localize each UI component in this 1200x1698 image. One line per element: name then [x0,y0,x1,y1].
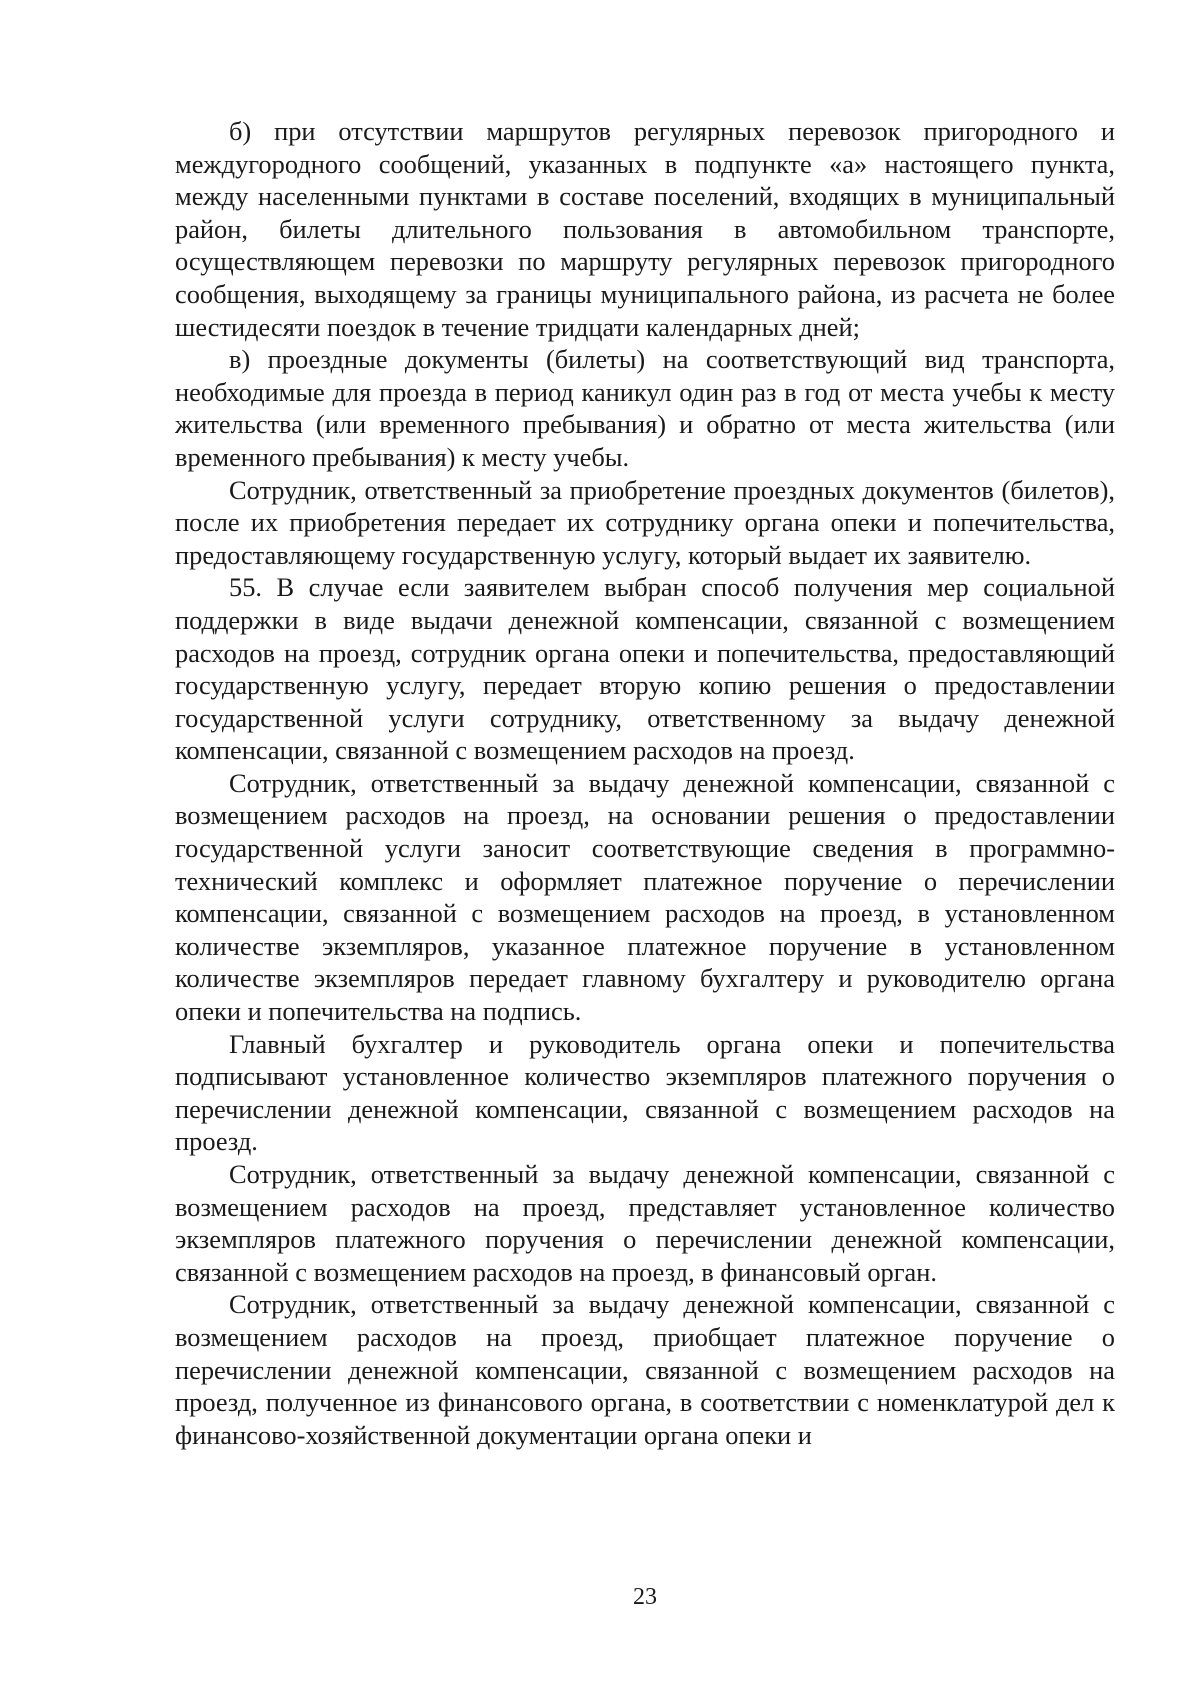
paragraph-v-subpoint: в) проездные документы (билеты) на соответствующий вид транспорта, необходимые для проезда в период каникул один раз в год от места учебы к месту жительства (или временного пребывания) и обратно от места жительства (или временного пребывания) к месту учебы. [175,344,1115,472]
paragraph-b-subpoint: б) при отсутствии маршрутов регулярных перевозок пригородного и междугородного сообщений, указанных в подпункте «а» настоящего пункта, между населенными пунктами в составе поселений, входящих в муниципальный район, билеты длительного пользования в автомобильном транспорте, осуществляющем перевозки по маршруту регулярных перевозок пригородного сообщения, выходящему за границы муниципального района, из расчета не более шестидесяти поездок в течение тридцати календарных дней; [175,116,1115,342]
paragraph-55: 55. В случае если заявителем выбран способ получения мер социальной поддержки в виде выдачи денежной компенсации, связанной с возмещением расходов на проезд, сотрудник органа опеки и попечительства, предоставляющий государственную услугу, передает вторую копию решения о предоставлении государственной услуги сотруднику, ответственному за выдачу денежной компенсации, связанной с возмещением расходов на проезд. [175,572,1115,766]
paragraph-compensation-payment-order: Сотрудник, ответственный за выдачу денежной компенсации, связанной с возмещением расходов на проезд, на основании решения о предоставлении государственной услуги заносит соответствующие сведения в программно-технический комплекс и оформляет платежное поручение о перечислении компенсации, связанной с возмещением расходов на проезд, в установленном количестве экземпляров, указанное платежное поручение в установленном количестве экземпляров передает главному бухгалтеру и руководителю органа опеки и попечительства на подпись. [175,767,1115,1027]
paragraph-ticket-purchaser: Сотрудник, ответственный за приобретение проездных документов (билетов), после их приобретения передает их сотруднику органа опеки и попечительства, предоставляющему государственную услугу, который выдает их заявителю. [175,474,1115,570]
paragraph-filing: Сотрудник, ответственный за выдачу денежной компенсации, связанной с возмещением расходов на проезд, приобщает платежное поручение о перечислении денежной компенсации, связанной с возмещением расходов на проезд, полученное из финансового органа, в соответствии с номенклатурой дел к финансово-хозяйственной документации органа опеки и [175,1289,1115,1450]
page-number: 23 [633,1584,657,1610]
paragraph-accountant-signature: Главный бухгалтер и руководитель органа опеки и попечительства подписывают установленное количество экземпляров платежного поручения о перечислении денежной компенсации, связанной с возмещением расходов на проезд. [175,1028,1115,1157]
document-body [175,115,1115,1451]
paragraph-financial-body-submission: Сотрудник, ответственный за выдачу денежной компенсации, связанной с возмещением расходов на проезд, представляет установленное количество экземпляров платежного поручения о перечислении денежной компенсации, связанной с возмещением расходов на проезд, в финансовый орган. [175,1159,1115,1287]
